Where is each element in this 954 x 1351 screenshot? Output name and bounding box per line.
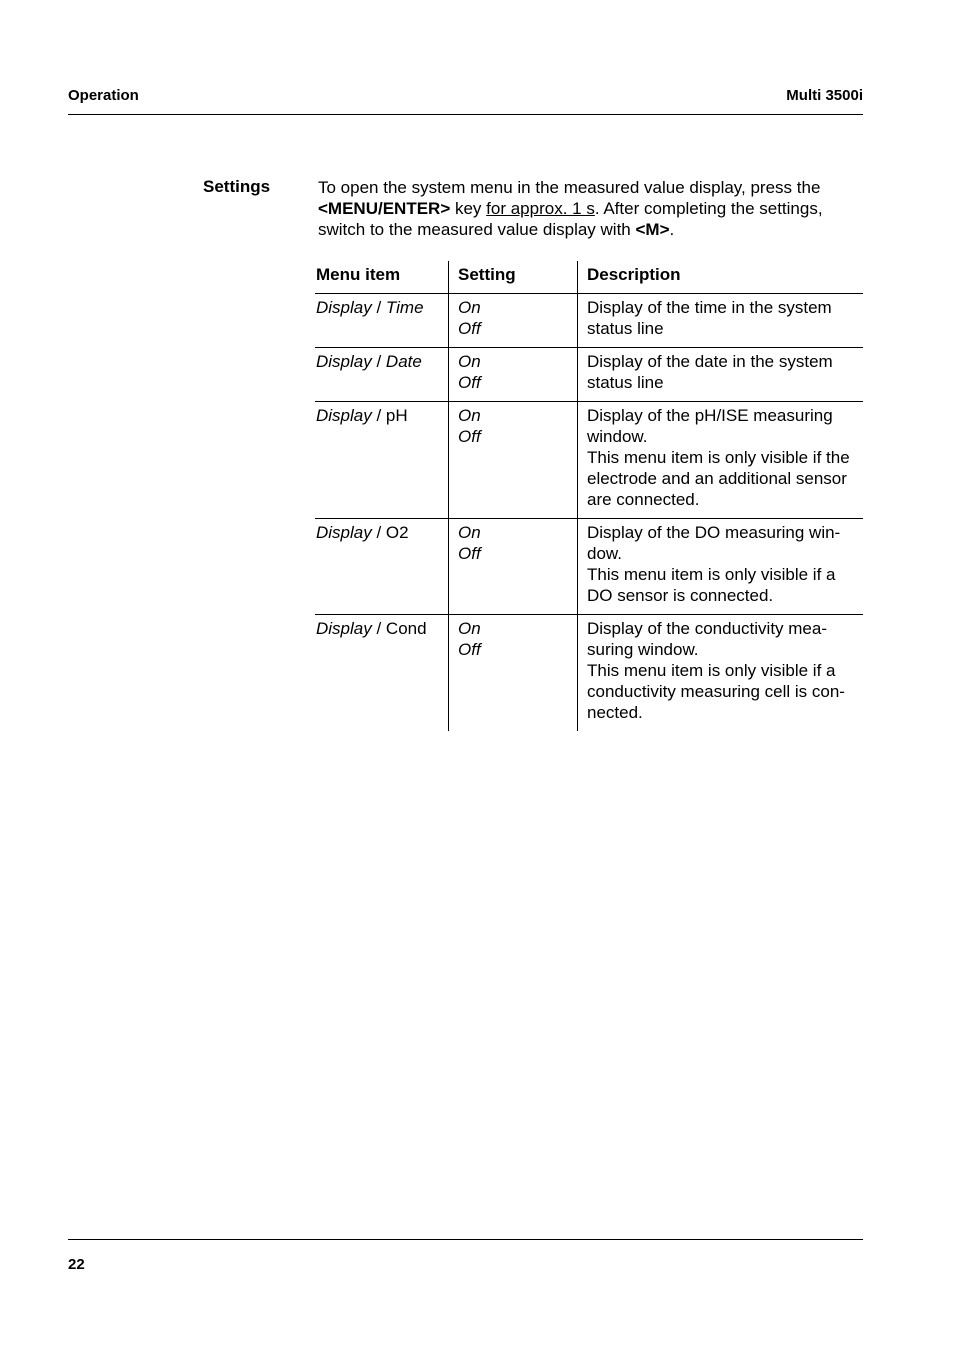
header-rule [68, 114, 863, 115]
menu-separator: / [371, 352, 386, 371]
menu-separator: / [371, 523, 386, 542]
description-cell [578, 348, 864, 402]
menu-separator: / [371, 406, 386, 425]
intro-text-1: To open the system menu in the measured value display, press the [318, 178, 821, 197]
setting-option: On [458, 406, 481, 425]
setting-cell [449, 402, 578, 519]
menu-enter-key: <MENU/ENTER> [318, 199, 451, 218]
settings-table [315, 261, 863, 731]
description-cell [578, 402, 864, 519]
setting-option: Off [458, 319, 481, 338]
menu-group: Display [316, 523, 372, 542]
running-header-section: Operation [68, 87, 139, 104]
menu-group: Display [316, 298, 372, 317]
menu-item-name: O2 [385, 523, 409, 542]
menu-separator: / [371, 619, 386, 638]
menu-item-name: Time [385, 298, 424, 317]
table-row [315, 294, 863, 348]
setting-cell [449, 615, 578, 732]
table-header-row [315, 261, 863, 294]
setting-option: Off [458, 373, 481, 392]
description-cell [578, 519, 864, 615]
setting-option: Off [458, 427, 481, 446]
setting-option: Off [458, 640, 481, 659]
menu-item-name: Cond [385, 619, 427, 638]
setting-option: Off [458, 544, 481, 563]
description-note: This menu item is only visible if the electrode and an additional sensor are connected. [587, 448, 850, 509]
key-duration: for approx. 1 s [486, 199, 595, 218]
m-key: <M> [635, 220, 670, 239]
footer-rule [68, 1239, 863, 1240]
menu-item-cell [315, 294, 449, 348]
menu-group: Display [316, 352, 372, 371]
setting-cell [449, 348, 578, 402]
table-row [315, 348, 863, 402]
description-text: Display of the pH/ISE measuring window. [587, 406, 833, 446]
column-header-menu-item: Menu item [315, 261, 449, 294]
description-cell [578, 294, 864, 348]
page-number: 22 [68, 1256, 85, 1273]
running-header-product: Multi 3500i [786, 87, 863, 104]
section-heading: Settings [203, 177, 271, 196]
intro-paragraph [318, 177, 863, 240]
menu-item-name: Date [385, 352, 422, 371]
menu-item-cell [315, 402, 449, 519]
table-row [315, 402, 863, 519]
menu-item-cell [315, 348, 449, 402]
setting-cell [449, 294, 578, 348]
menu-item-name: pH [385, 406, 408, 425]
table-row [315, 615, 863, 732]
column-header-description: Description [578, 261, 864, 294]
description-text: Display of the conductivity mea-suring window. [587, 619, 827, 659]
intro-text-2: key [450, 199, 487, 218]
description-text: Display of the date in the system status line [587, 352, 833, 392]
setting-option: On [458, 298, 481, 317]
setting-cell [449, 519, 578, 615]
description-cell [578, 615, 864, 732]
menu-item-cell [315, 519, 449, 615]
setting-option: On [458, 352, 481, 371]
table-row [315, 519, 863, 615]
column-header-setting: Setting [449, 261, 578, 294]
description-text: Display of the DO measuring win-dow. [587, 523, 841, 563]
setting-option: On [458, 619, 481, 638]
setting-option: On [458, 523, 481, 542]
menu-separator: / [371, 298, 386, 317]
description-text: Display of the time in the system status line [587, 298, 832, 338]
description-note: This menu item is only visible if a conductivity measuring cell is con-nected. [587, 661, 845, 722]
menu-group: Display [316, 406, 372, 425]
intro-text-3: . After completing the settings, switch to the measured value display with [318, 199, 823, 239]
menu-group: Display [316, 619, 372, 638]
menu-item-cell [315, 615, 449, 732]
intro-text-4: . [669, 220, 675, 239]
description-note: This menu item is only visible if a DO sensor is connected. [587, 565, 836, 605]
